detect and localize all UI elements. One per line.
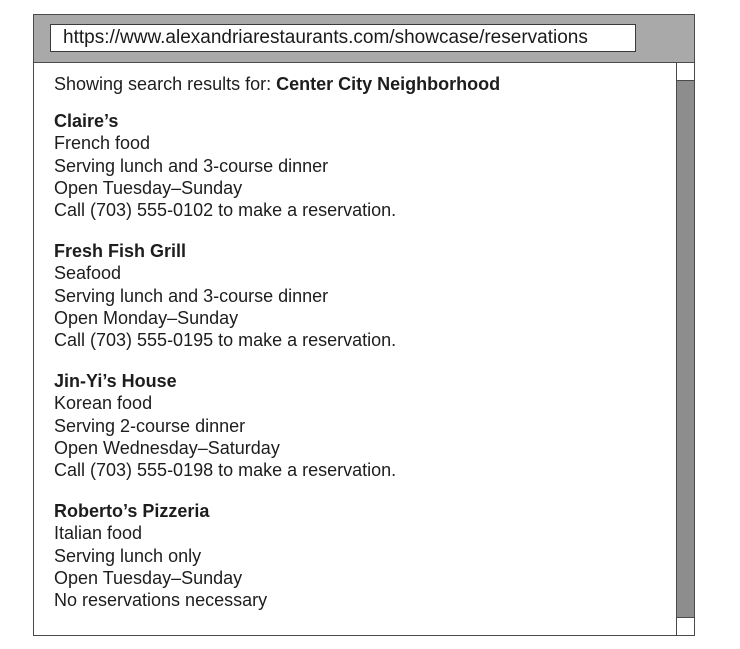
restaurant-meals: Serving lunch only [54, 545, 202, 566]
restaurant-days: Open Monday–Sunday [54, 307, 239, 328]
browser-toolbar [34, 15, 694, 63]
restaurant-listing [54, 110, 676, 221]
search-results-heading [54, 73, 676, 95]
restaurant-meals: Serving 2-course dinner [54, 415, 246, 436]
restaurant-days: Open Tuesday–Sunday [54, 567, 243, 588]
restaurant-cuisine: Italian food [54, 523, 143, 544]
restaurant-days: Open Tuesday–Sunday [54, 177, 243, 198]
scroll-down-button[interactable] [677, 617, 694, 635]
restaurant-name: Claire’s [54, 111, 119, 131]
restaurant-name: Jin-Yi’s House [54, 370, 177, 391]
restaurant-reservation: Call (703) 555-0195 to make a reservation. [54, 330, 397, 351]
restaurant-days: Open Wednesday–Saturday [54, 437, 280, 458]
restaurant-reservation: Call (703) 555-0198 to make a reservation. [54, 460, 397, 481]
restaurant-name: Roberto’s Pizzeria [54, 500, 210, 521]
vertical-scrollbar[interactable] [676, 63, 694, 635]
restaurant-meals: Serving lunch and 3-course dinner [54, 155, 329, 176]
restaurant-name: Fresh Fish Grill [54, 240, 187, 261]
restaurant-cuisine: Korean food [54, 393, 153, 414]
restaurant-reservation: No reservations necessary [54, 590, 268, 611]
restaurant-reservation: Call (703) 555-0102 to make a reservation. [54, 200, 397, 221]
restaurant-listing [54, 370, 676, 481]
page-content [34, 63, 676, 635]
restaurant-meals: Serving lunch and 3-course dinner [54, 285, 329, 306]
address-bar[interactable]: https://www.alexandriarestaurants.com/showcase/reservations [50, 24, 636, 52]
browser-window [33, 14, 695, 636]
scroll-up-button[interactable] [677, 63, 694, 81]
search-results-prefix: Showing search results for: [54, 74, 277, 94]
restaurant-cuisine: French food [54, 133, 151, 154]
restaurant-cuisine: Seafood [54, 263, 122, 284]
restaurant-listing [54, 500, 676, 611]
restaurant-listing [54, 240, 676, 351]
search-query: Center City Neighborhood [276, 74, 501, 94]
